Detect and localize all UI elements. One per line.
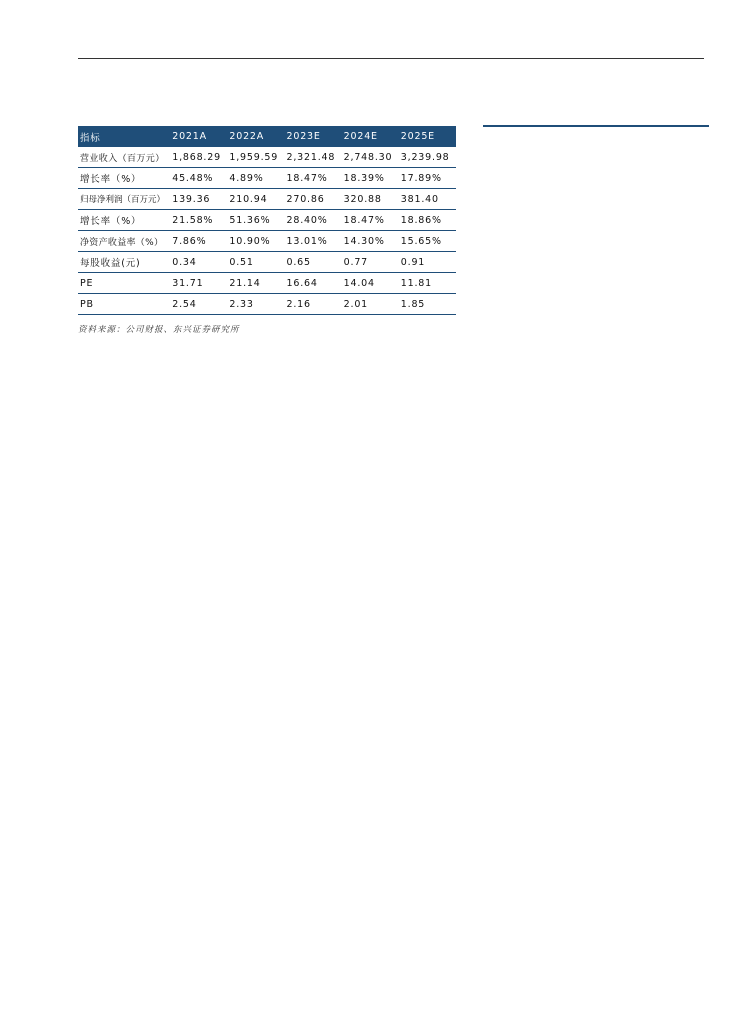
row-label: PE	[78, 273, 170, 294]
header-cell: 2025E	[399, 126, 456, 147]
row-label: 归母净利润（百万元）	[78, 189, 170, 210]
table-row	[78, 210, 456, 231]
row-label: 营业收入（百万元）	[78, 147, 170, 168]
table-cell: 2.01	[342, 294, 399, 315]
table-cell: 3,239.98	[399, 147, 456, 168]
table-cell: 210.94	[227, 189, 284, 210]
table-cell: 139.36	[170, 189, 227, 210]
table-cell: 18.47%	[342, 210, 399, 231]
table-cell: 13.01%	[285, 231, 342, 252]
table-cell: 0.51	[227, 252, 284, 273]
table-cell: 14.04	[342, 273, 399, 294]
table-cell: 2,321.48	[285, 147, 342, 168]
side-panel-divider	[483, 125, 709, 127]
table-cell: 320.88	[342, 189, 399, 210]
table-cell: 51.36%	[227, 210, 284, 231]
table-row	[78, 252, 456, 273]
table-row	[78, 273, 456, 294]
header-cell: 指标	[78, 126, 170, 147]
table-cell: 1.85	[399, 294, 456, 315]
table-cell: 14.30%	[342, 231, 399, 252]
row-label: 增长率（%）	[78, 210, 170, 231]
table-cell: 7.86%	[170, 231, 227, 252]
row-label: 净资产收益率（%）	[78, 231, 170, 252]
row-label: PB	[78, 294, 170, 315]
table-cell: 0.91	[399, 252, 456, 273]
row-label: 每股收益(元)	[78, 252, 170, 273]
table-cell: 4.89%	[227, 168, 284, 189]
table-cell: 18.86%	[399, 210, 456, 231]
table-cell: 21.58%	[170, 210, 227, 231]
source-note: 资料来源：公司财报、东兴证券研究所	[78, 325, 240, 335]
header-cell: 2021A	[170, 126, 227, 147]
table-cell: 2.16	[285, 294, 342, 315]
table-row	[78, 168, 456, 189]
row-label: 增长率（%）	[78, 168, 170, 189]
table-header-row	[78, 126, 456, 147]
header-divider	[78, 58, 704, 59]
table-cell: 45.48%	[170, 168, 227, 189]
header-cell: 2022A	[227, 126, 284, 147]
table-cell: 28.40%	[285, 210, 342, 231]
header-cell: 2023E	[285, 126, 342, 147]
table-cell: 18.39%	[342, 168, 399, 189]
table-row	[78, 294, 456, 315]
header-cell: 2024E	[342, 126, 399, 147]
table-cell: 0.34	[170, 252, 227, 273]
table-cell: 0.77	[342, 252, 399, 273]
table-cell: 1,868.29	[170, 147, 227, 168]
financial-forecast-table	[78, 126, 456, 315]
table-cell: 11.81	[399, 273, 456, 294]
table-cell: 1,959.59	[227, 147, 284, 168]
table-row	[78, 231, 456, 252]
table-cell: 2.54	[170, 294, 227, 315]
table-row	[78, 147, 456, 168]
table-cell: 10.90%	[227, 231, 284, 252]
table-cell: 270.86	[285, 189, 342, 210]
table-cell: 381.40	[399, 189, 456, 210]
table-cell: 0.65	[285, 252, 342, 273]
table-cell: 16.64	[285, 273, 342, 294]
table-cell: 2,748.30	[342, 147, 399, 168]
table-cell: 18.47%	[285, 168, 342, 189]
table-cell: 21.14	[227, 273, 284, 294]
table-cell: 15.65%	[399, 231, 456, 252]
table-cell: 17.89%	[399, 168, 456, 189]
table-cell: 31.71	[170, 273, 227, 294]
table-cell: 2.33	[227, 294, 284, 315]
table-row	[78, 189, 456, 210]
